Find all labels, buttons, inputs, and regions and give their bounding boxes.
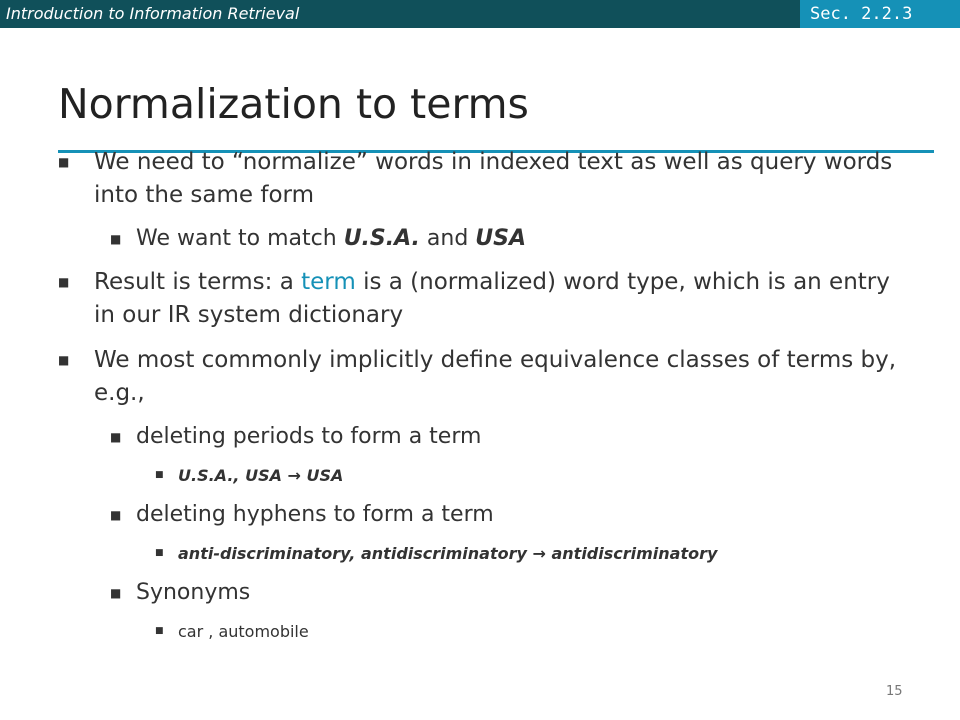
- bullet-text: is a (normalized) word type, which is an entry in our IR system dictionary: [94, 269, 890, 328]
- bullet-text: and: [419, 226, 476, 251]
- slide-body: [58, 146, 908, 656]
- example-text: anti-discriminatory, antidiscriminatory → antidiscriminatory: [178, 544, 718, 563]
- section-label: Sec. 2.2.3: [800, 0, 960, 28]
- bullet-synonyms: [58, 578, 908, 608]
- bullet-equivalence: [58, 344, 908, 410]
- example-text: U.S.A., USA → USA: [178, 466, 344, 485]
- bullet-match-usa: [58, 224, 908, 254]
- bullet-text: Synonyms: [136, 580, 251, 605]
- square-bullet-icon: ■: [58, 155, 70, 169]
- square-bullet-icon: ■: [155, 470, 164, 480]
- square-bullet-icon: ■: [110, 430, 122, 444]
- bullet-emph: U.S.A.: [343, 226, 420, 251]
- square-bullet-icon: ■: [110, 508, 122, 522]
- bullet-text: We want to match: [136, 226, 344, 251]
- square-bullet-icon: ■: [58, 275, 70, 289]
- bullet-deleting-periods: [58, 422, 908, 452]
- bullet-deleting-hyphens: [58, 500, 908, 530]
- bullet-text: Result is terms: a: [94, 269, 302, 295]
- bullet-text: We most commonly implicitly define equivalence classes of terms by, e.g.,: [94, 347, 897, 406]
- square-bullet-icon: ■: [110, 232, 122, 246]
- example-synonyms: [58, 620, 908, 644]
- bullet-normalize: [58, 146, 908, 212]
- example-hyphens: [58, 542, 908, 566]
- course-title: Introduction to Information Retrieval: [0, 0, 392, 28]
- example-text: car , automobile: [178, 622, 309, 641]
- example-periods: [58, 464, 908, 488]
- square-bullet-icon: ■: [155, 626, 164, 636]
- bullet-text: We need to “normalize” words in indexed text as well as query words into the same form: [94, 149, 893, 208]
- slide-title: Normalization to terms: [58, 80, 529, 128]
- square-bullet-icon: ■: [58, 353, 70, 367]
- term-highlight: term: [301, 269, 356, 295]
- bullet-result-terms: [58, 266, 908, 332]
- page-number: 15: [886, 684, 903, 699]
- square-bullet-icon: ■: [155, 548, 164, 558]
- bullet-text: deleting periods to form a term: [136, 424, 482, 449]
- header-bar: [0, 0, 960, 28]
- square-bullet-icon: ■: [110, 586, 122, 600]
- bullet-emph: USA: [475, 226, 527, 251]
- header-band: [392, 0, 800, 28]
- bullet-text: deleting hyphens to form a term: [136, 502, 494, 527]
